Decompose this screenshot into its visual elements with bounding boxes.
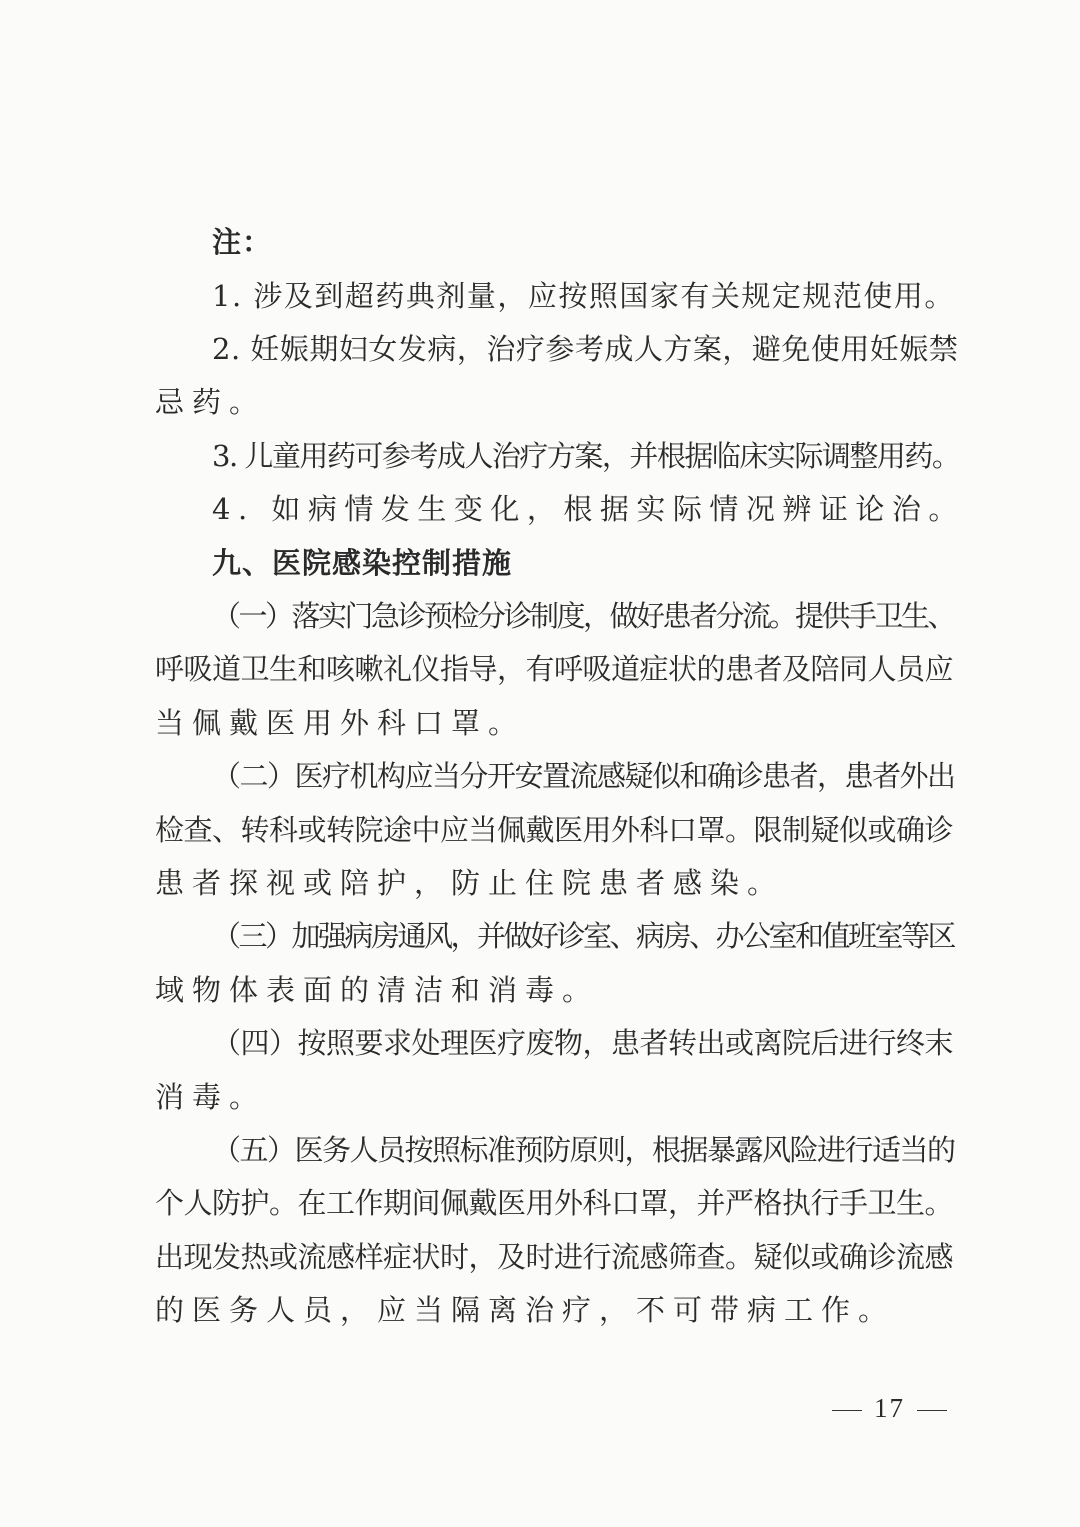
note-item-1: 1. 涉及到超药典剂量，应按照国家有关规定规范使用。 — [212, 279, 955, 313]
page-number-right-dash — [917, 1410, 947, 1411]
page-number — [820, 1388, 959, 1428]
note-heading: 注： — [212, 225, 273, 259]
paragraph-2-line-2: 检查、转科或转院途中应当佩戴医用外科口罩。限制疑似或确诊 — [155, 813, 954, 847]
paragraph-5-line-1: （五）医务人员按照标准预防原则，根据暴露风险进行适当的 — [212, 1133, 955, 1167]
section-heading: 九、医院感染控制措施 — [212, 546, 513, 580]
paragraph-4-line-1: （四）按照要求处理医疗废物，患者转出或离院后进行终末 — [212, 1026, 954, 1060]
page-number-value: 17 — [874, 1393, 905, 1423]
paragraph-3-line-2: 域物体表面的清洁和消毒。 — [155, 973, 600, 1007]
paragraph-1-line-3: 当佩戴医用外科口罩。 — [155, 706, 526, 740]
note-item-3: 3. 儿童用药可参考成人治疗方案，并根据临床实际调整用药。 — [212, 439, 960, 473]
paragraph-5-line-2: 个人防护。在工作期间佩戴医用外科口罩，并严格执行手卫生。 — [155, 1186, 954, 1220]
paragraph-2-line-1: （二）医疗机构应当分开安置流感疑似和确诊患者，患者外出 — [212, 759, 955, 793]
paragraph-2-line-3: 患者探视或陪护，防止住院患者感染。 — [155, 866, 785, 900]
page-number-left-dash — [832, 1410, 862, 1411]
paragraph-5-line-4: 的医务人员，应当隔离治疗，不可带病工作。 — [155, 1293, 896, 1327]
paragraph-1-line-2: 呼吸道卫生和咳嗽礼仪指导，有呼吸道症状的患者及陪同人员应 — [155, 652, 954, 686]
note-item-2-continued: 忌药。 — [155, 385, 267, 419]
paragraph-3-line-1: （三）加强病房通风，并做好诊室、病房、办公室和值班室等区 — [212, 919, 955, 953]
paragraph-4-line-2: 消毒。 — [155, 1080, 267, 1114]
note-item-2: 2. 妊娠期妇女发病，治疗参考成人方案，避免使用妊娠禁 — [212, 332, 959, 366]
note-item-4: 4. 如病情发生变化，根据实际情况辨证论治。 — [212, 492, 965, 526]
paragraph-5-line-3: 出现发热或流感样症状时，及时进行流感筛查。疑似或确诊流感 — [155, 1240, 954, 1274]
paragraph-1-line-1: （一）落实门急诊预检分诊制度，做好患者分流。提供手卫生、 — [212, 599, 955, 633]
